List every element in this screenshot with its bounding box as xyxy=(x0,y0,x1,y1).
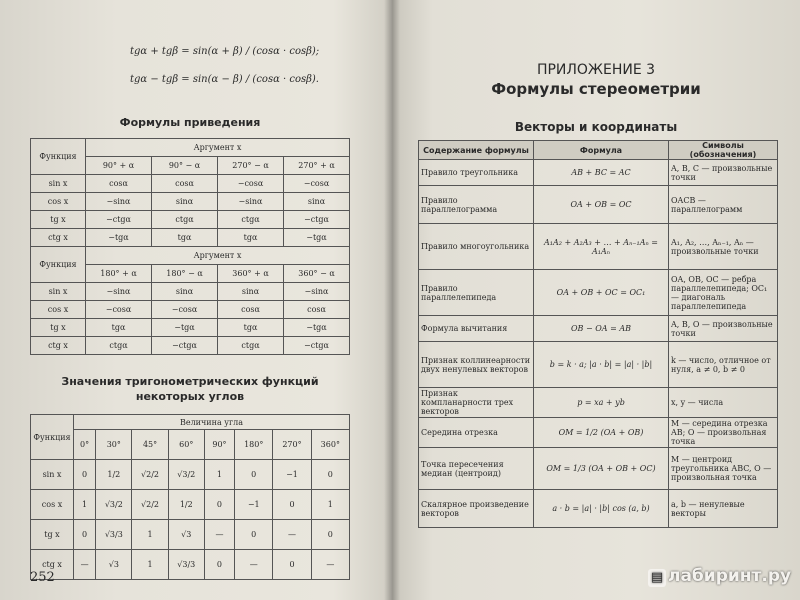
value-cell: −1 xyxy=(273,460,311,490)
value-cell: tgα xyxy=(86,319,152,337)
value-cell: — xyxy=(311,550,349,580)
value-cell: −sinα xyxy=(218,193,284,211)
argument-header: Аргумент x xyxy=(86,247,350,265)
values-title-line-2: некоторых углов xyxy=(135,390,245,403)
column-header: 360° − α xyxy=(284,265,350,283)
table-row xyxy=(419,160,778,186)
value-cell: ctgα xyxy=(218,337,284,355)
table-row xyxy=(31,520,350,550)
value-cell: 0 xyxy=(311,460,349,490)
value-cell: 0 xyxy=(311,520,349,550)
value-cell: 0 xyxy=(74,520,96,550)
value-cell: 0 xyxy=(204,490,234,520)
value-cell: √3 xyxy=(96,550,132,580)
appendix-label: ПРИЛОЖЕНИЕ 3 xyxy=(536,62,656,78)
column-header: 270° − α xyxy=(218,157,284,175)
formula-cell: b = k · a; |a · b| = |a| · |b| xyxy=(534,342,669,388)
formula-name-cell: Признак компланарности трех векторов xyxy=(419,388,534,418)
formula-cell: OM = 1/3 (OA + OB + OC) xyxy=(534,448,669,490)
formula-name-cell: Скалярное произведение векторов xyxy=(419,490,534,528)
column-header: 0° xyxy=(74,430,96,460)
symbols-cell: OACB — параллелограмм xyxy=(669,186,778,224)
table-row xyxy=(31,460,350,490)
formula-cell: OB − OA = AB xyxy=(534,316,669,342)
symbols-cell: A₁, A₂, …, Aₙ₋₁, Aₙ — произвольные точки xyxy=(669,224,778,270)
value-cell: −tgα xyxy=(284,319,350,337)
value-cell: √2/2 xyxy=(132,460,168,490)
function-name-cell: cos x xyxy=(31,490,74,520)
watermark-text: лабиринт.ру xyxy=(668,566,792,586)
column-header: 360° + α xyxy=(218,265,284,283)
value-cell: √2/2 xyxy=(132,490,168,520)
value-cell: 0 xyxy=(74,460,96,490)
function-header: Функция xyxy=(31,139,86,175)
table-row xyxy=(419,448,778,490)
value-cell: 1/2 xyxy=(96,460,132,490)
value-cell: −tgα xyxy=(152,319,218,337)
left-page xyxy=(0,0,392,600)
table-row xyxy=(31,337,350,355)
column-header: 270° + α xyxy=(284,157,350,175)
formula-cell: A₁A₂ + A₂A₃ + … + Aₙ₋₁Aₙ = A₁Aₙ xyxy=(534,224,669,270)
table-row xyxy=(419,186,778,224)
value-cell: cosα xyxy=(86,175,152,193)
column-header: 180° xyxy=(235,430,273,460)
header-symbols: Символы (обозначения) xyxy=(669,141,778,160)
table-row xyxy=(31,283,350,301)
symbols-cell: M — середина отрезка AB; O — произвольная точка xyxy=(669,418,778,448)
value-cell: — xyxy=(204,520,234,550)
watermark xyxy=(648,566,791,587)
value-cell: 1 xyxy=(204,460,234,490)
column-header: 90° xyxy=(204,430,234,460)
value-cell: 1 xyxy=(74,490,96,520)
value-cell: √3/2 xyxy=(96,490,132,520)
column-header: 270° xyxy=(273,430,311,460)
value-cell: −ctgα xyxy=(284,337,350,355)
value-cell: −tgα xyxy=(284,229,350,247)
function-name-cell: sin x xyxy=(31,283,86,301)
symbols-cell: a, b — ненулевые векторы xyxy=(669,490,778,528)
value-cell: sinα xyxy=(152,283,218,301)
formula-line-2: tgα − tgβ = sin(α − β) / (cosα · cosβ). xyxy=(130,74,319,85)
symbols-cell: M — центроид треугольника ABC, O — произвольная точка xyxy=(669,448,778,490)
formula-name-cell: Формула вычитания xyxy=(419,316,534,342)
formula-cell: OM = 1/2 (OA + OB) xyxy=(534,418,669,448)
table-row xyxy=(31,211,350,229)
value-cell: ctgα xyxy=(152,211,218,229)
value-cell: √3/2 xyxy=(168,460,204,490)
vectors-table xyxy=(418,140,778,528)
table-row xyxy=(419,418,778,448)
vectors-header-row xyxy=(419,141,778,160)
column-header: 90° + α xyxy=(86,157,152,175)
table-row xyxy=(419,388,778,418)
column-header: 45° xyxy=(132,430,168,460)
value-cell: tgα xyxy=(218,229,284,247)
reduction-table xyxy=(30,138,350,355)
values-title xyxy=(30,374,350,404)
value-cell: sinα xyxy=(284,193,350,211)
value-cell: ctgα xyxy=(218,211,284,229)
formula-name-cell: Правило многоугольника xyxy=(419,224,534,270)
values-header-row xyxy=(31,430,350,460)
value-cell: −sinα xyxy=(86,283,152,301)
function-name-cell: ctg x xyxy=(31,337,86,355)
formula-cell: AB + BC = AC xyxy=(534,160,669,186)
function-name-cell: cos x xyxy=(31,301,86,319)
table-row xyxy=(419,270,778,316)
symbols-cell: A, B, O — произвольные точки xyxy=(669,316,778,342)
header-content: Содержание формулы xyxy=(419,141,534,160)
function-name-cell: cos x xyxy=(31,193,86,211)
formula-name-cell: Правило параллелепипеда xyxy=(419,270,534,316)
table-row xyxy=(31,301,350,319)
column-header: 60° xyxy=(168,430,204,460)
formula-name-cell: Правило треугольника xyxy=(419,160,534,186)
function-name-cell: tg x xyxy=(31,211,86,229)
value-cell: −cosα xyxy=(218,175,284,193)
table-row xyxy=(419,490,778,528)
formula-cell: OA + OB = OC xyxy=(534,186,669,224)
formula-cell: a · b = |a| · |b| cos (a, b) xyxy=(534,490,669,528)
function-name-cell: ctg x xyxy=(31,550,74,580)
value-cell: −sinα xyxy=(86,193,152,211)
formula-name-cell: Середина отрезка xyxy=(419,418,534,448)
book-icon: ▤ xyxy=(648,569,666,587)
value-cell: 0 xyxy=(204,550,234,580)
value-cell: 1 xyxy=(311,490,349,520)
value-cell: ctgα xyxy=(86,337,152,355)
value-cell: √3/3 xyxy=(96,520,132,550)
value-cell: 0 xyxy=(273,490,311,520)
reduction-title: Формулы приведения xyxy=(119,116,261,129)
value-cell: — xyxy=(74,550,96,580)
values-table xyxy=(30,414,350,580)
value-cell: 0 xyxy=(235,460,273,490)
value-cell: cosα xyxy=(284,301,350,319)
function-name-cell: tg x xyxy=(31,520,74,550)
formula-name-cell: Точка пересечения медиан (центроид) xyxy=(419,448,534,490)
column-header: 180° − α xyxy=(152,265,218,283)
value-cell: cosα xyxy=(152,175,218,193)
table-row xyxy=(31,490,350,520)
value-cell: 1 xyxy=(132,550,168,580)
value-cell: −tgα xyxy=(86,229,152,247)
value-cell: −cosα xyxy=(152,301,218,319)
symbols-cell: k — число, отличное от нуля, a ≠ 0, b ≠ 0 xyxy=(669,342,778,388)
symbols-cell: A, B, C — произвольные точки xyxy=(669,160,778,186)
value-cell: tgα xyxy=(152,229,218,247)
table-row xyxy=(31,319,350,337)
header-formula: Формула xyxy=(534,141,669,160)
function-name-cell: sin x xyxy=(31,460,74,490)
page-number: 252 xyxy=(30,570,55,585)
formula-name-cell: Правило параллелограмма xyxy=(419,186,534,224)
values-title-line-1: Значения тригонометрических функций xyxy=(61,375,319,388)
value-cell: — xyxy=(235,550,273,580)
value-cell: 1 xyxy=(132,520,168,550)
function-header: Функция xyxy=(31,247,86,283)
function-header: Функция xyxy=(31,415,74,460)
value-cell: −ctgα xyxy=(86,211,152,229)
formula-cell: p = xa + yb xyxy=(534,388,669,418)
value-cell: −ctgα xyxy=(152,337,218,355)
column-header: 360° xyxy=(311,430,349,460)
column-header: 30° xyxy=(96,430,132,460)
table-row xyxy=(419,316,778,342)
value-cell: tgα xyxy=(218,319,284,337)
value-cell: — xyxy=(273,520,311,550)
value-cell: 0 xyxy=(273,550,311,580)
tangent-sum-formulas xyxy=(130,38,319,94)
value-cell: −1 xyxy=(235,490,273,520)
column-header: 180° + α xyxy=(86,265,152,283)
symbols-cell: OA, OB, OC — ребра параллелепипеда; OC₁ — диагональ параллелепипеда xyxy=(669,270,778,316)
table-row xyxy=(419,224,778,270)
value-cell: sinα xyxy=(152,193,218,211)
function-name-cell: tg x xyxy=(31,319,86,337)
value-cell: −cosα xyxy=(284,175,350,193)
value-cell: 0 xyxy=(235,520,273,550)
value-cell: 1/2 xyxy=(168,490,204,520)
section-title: Формулы стереометрии xyxy=(491,80,701,98)
table-row xyxy=(419,342,778,388)
argument-header: Аргумент x xyxy=(86,139,350,157)
column-header: 90° − α xyxy=(152,157,218,175)
function-name-cell: sin x xyxy=(31,175,86,193)
table-row xyxy=(31,193,350,211)
table-row xyxy=(31,550,350,580)
formula-line-1: tgα + tgβ = sin(α + β) / (cosα · cosβ); xyxy=(130,46,320,57)
subsection-title: Векторы и координаты xyxy=(514,120,678,134)
formula-name-cell: Признак коллинеарности двух ненулевых векторов xyxy=(419,342,534,388)
value-cell: sinα xyxy=(218,283,284,301)
value-cell: cosα xyxy=(218,301,284,319)
book-gutter xyxy=(384,0,400,600)
value-cell: −cosα xyxy=(86,301,152,319)
table-row xyxy=(31,175,350,193)
value-cell: −sinα xyxy=(284,283,350,301)
formula-cell: OA + OB + OC = OC₁ xyxy=(534,270,669,316)
table-row xyxy=(31,229,350,247)
angle-header: Величина угла xyxy=(74,415,350,430)
value-cell: −ctgα xyxy=(284,211,350,229)
symbols-cell: x, y — числа xyxy=(669,388,778,418)
function-name-cell: ctg x xyxy=(31,229,86,247)
value-cell: √3/3 xyxy=(168,550,204,580)
value-cell: √3 xyxy=(168,520,204,550)
